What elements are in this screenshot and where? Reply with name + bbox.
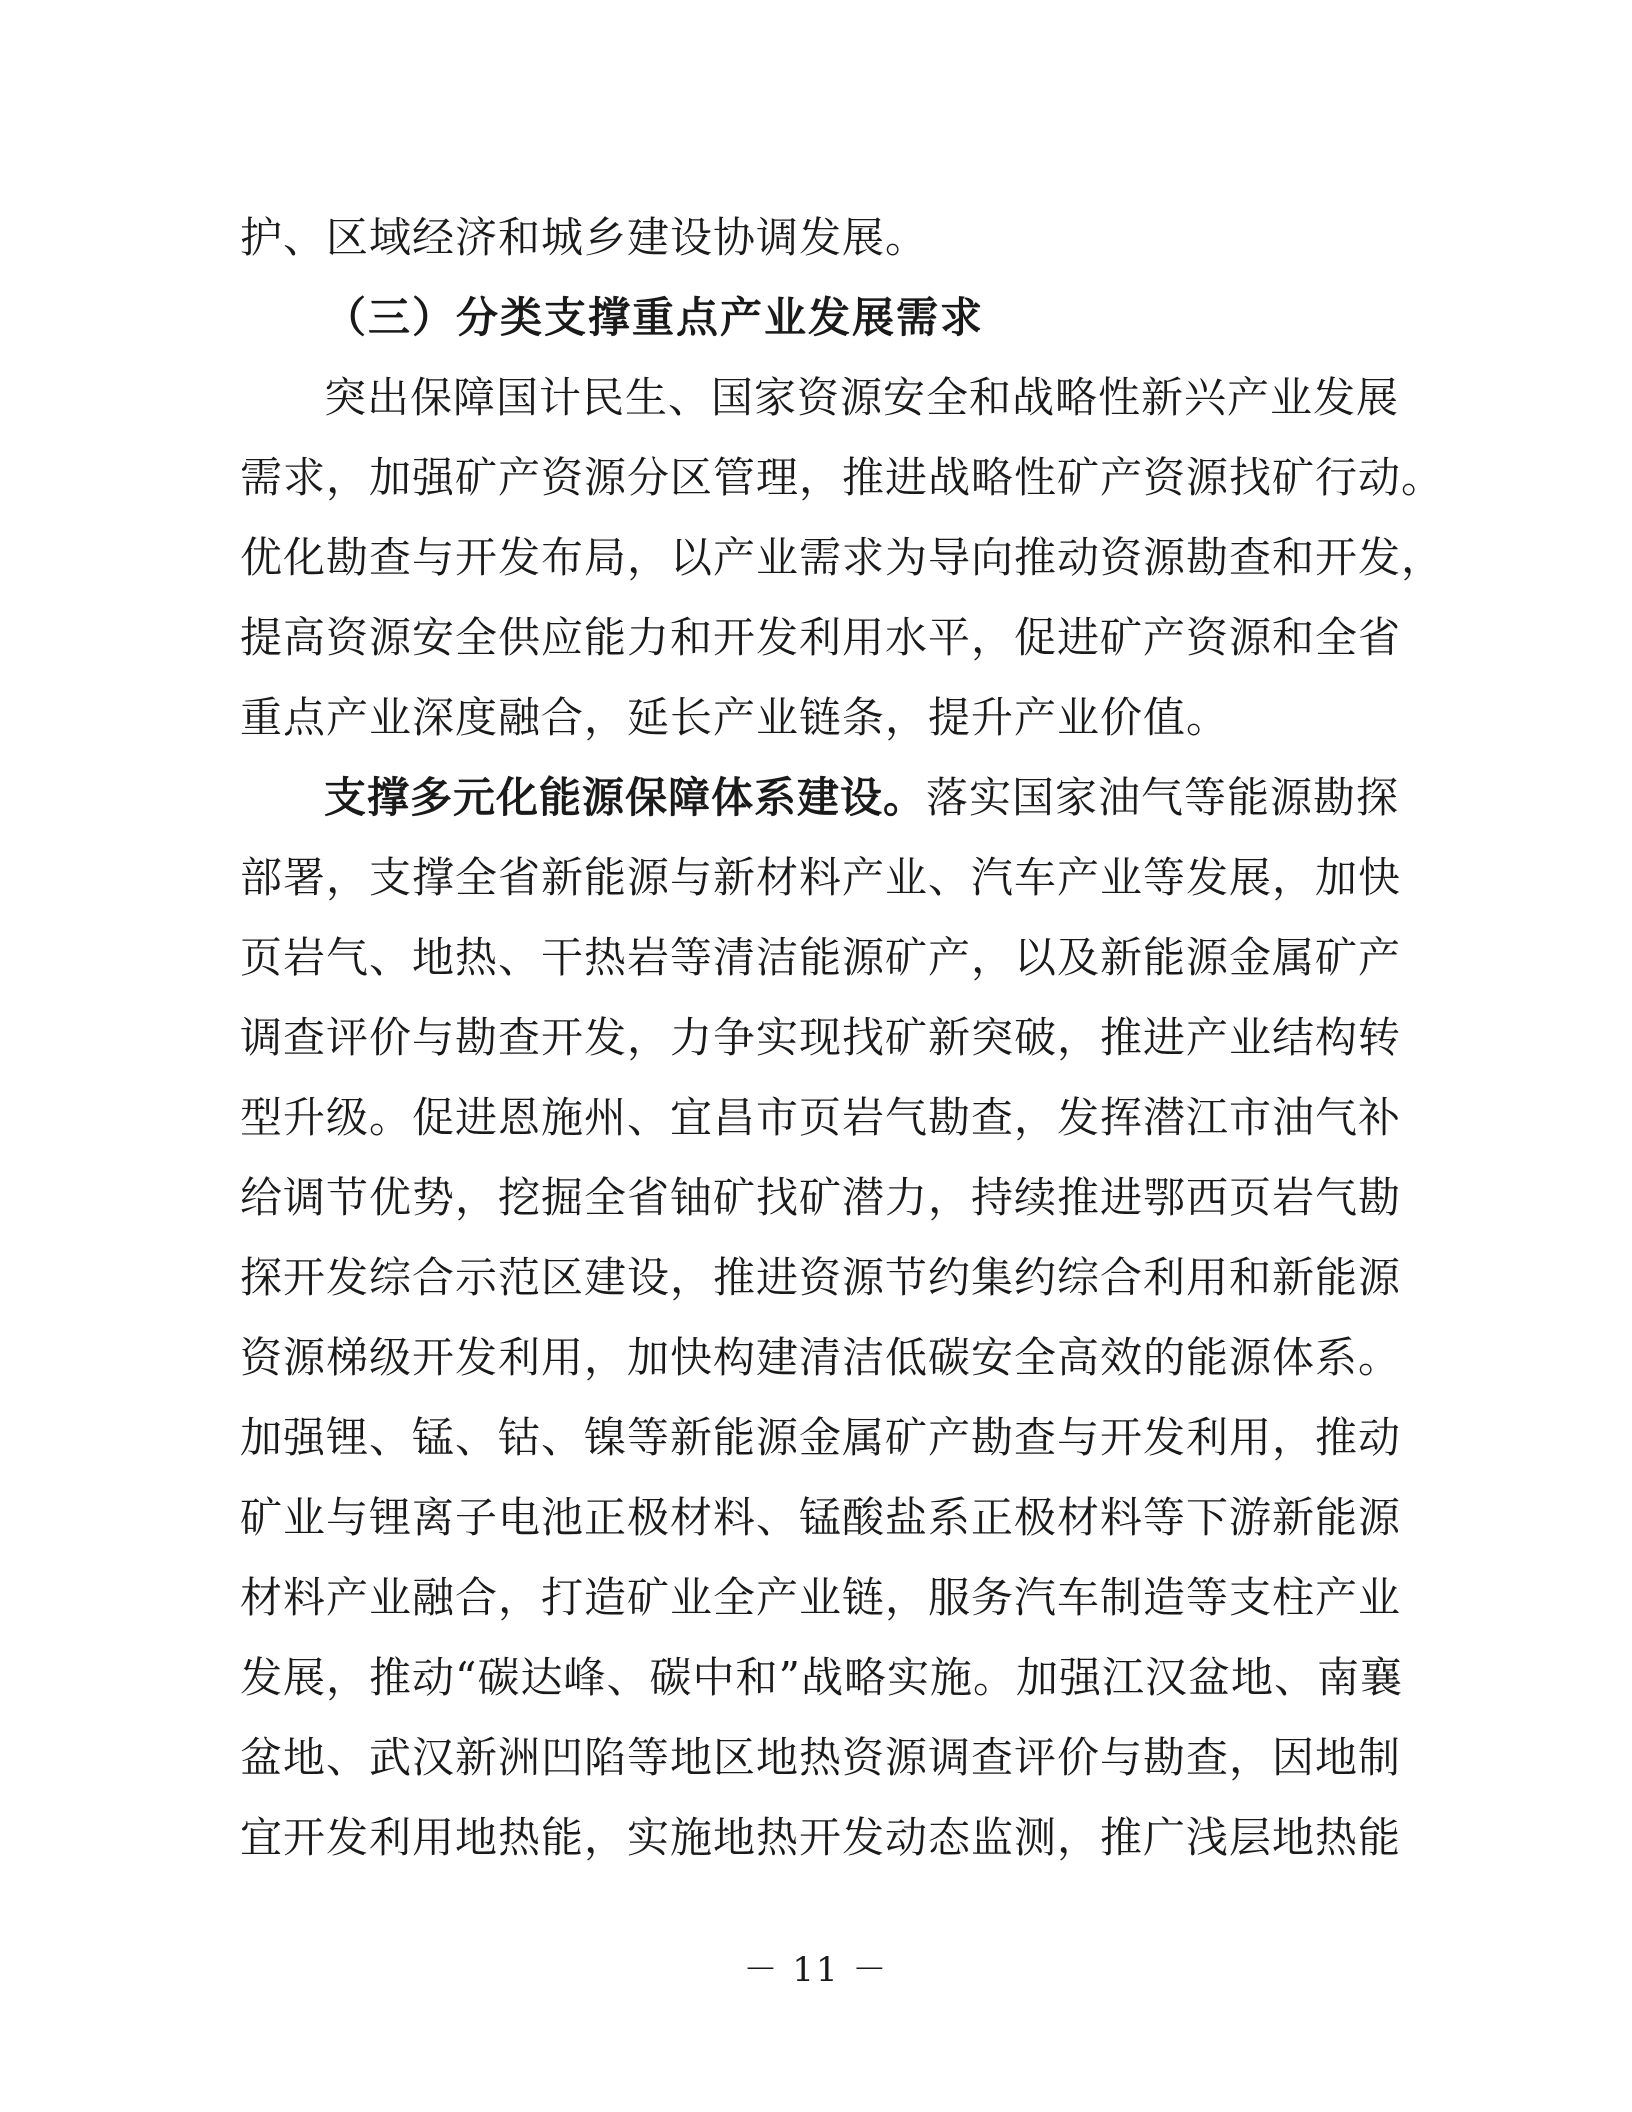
text-span: 落实国家油气等能源勘探	[926, 773, 1400, 822]
section-heading: （三）分类支撑重点产业发展需求	[324, 293, 985, 342]
text-line: 盆地、武汉新洲凹陷等地区地热资源调查评价与勘查，因地制	[240, 1733, 1402, 1782]
paragraph-lead-bold: 支撑多元化能源保障体系建设。	[324, 773, 927, 822]
text-line: 护、区域经济和城乡建设协调发展。	[240, 213, 929, 262]
text-line: 加强锂、锰、钴、镍等新能源金属矿产勘查与开发利用，推动	[240, 1413, 1402, 1462]
text-line: 材料产业融合，打造矿业全产业链，服务汽车制造等支柱产业	[240, 1573, 1402, 1622]
text-line: 型升级。促进恩施州、宜昌市页岩气勘查，发挥潜江市油气补	[240, 1093, 1402, 1142]
text-line: 优化勘查与开发布局，以产业需求为导向推动资源勘查和开发，	[240, 533, 1445, 582]
text-line: 重点产业深度融合，延长产业链条，提升产业价值。	[240, 693, 1230, 742]
text-line	[240, 758, 1400, 838]
text-line: 资源梯级开发利用，加快构建清洁低碳安全高效的能源体系。	[240, 1333, 1402, 1382]
text-line: 发展，推动“碳达峰、碳中和”战略实施。加强江汉盆地、南襄	[240, 1653, 1403, 1702]
text-line: 探开发综合示范区建设，推进资源节约集约综合利用和新能源	[240, 1253, 1402, 1302]
text-line: 给调节优势，挖掘全省铀矿找矿潜力，持续推进鄂西页岩气勘	[240, 1173, 1402, 1222]
paragraph-intro	[240, 358, 1445, 758]
text-line: 矿业与锂离子电池正极材料、锰酸盐系正极材料等下游新能源	[240, 1493, 1402, 1542]
text-line: 需求，加强矿产资源分区管理，推进战略性矿产资源找矿行动。	[240, 453, 1445, 502]
text-line: 宜开发利用地热能，实施地热开发动态监测，推广浅层地热能	[240, 1813, 1402, 1862]
page-number: － 11 －	[743, 1950, 889, 1990]
text-line: 部署，支撑全省新能源与新材料产业、汽车产业等发展，加快	[240, 853, 1402, 902]
text-line: 调查评价与勘查开发，力争实现找矿新突破，推进产业结构转	[240, 1013, 1402, 1062]
text-line: 提高资源安全供应能力和开发利用水平，促进矿产资源和全省	[240, 613, 1402, 662]
paragraph-energy	[240, 758, 1403, 1878]
document-body	[240, 198, 1445, 1878]
text-line: 突出保障国计民生、国家资源安全和战略性新兴产业发展	[324, 373, 1400, 422]
text-line: 页岩气、地热、干热岩等清洁能源矿产，以及新能源金属矿产	[240, 933, 1402, 982]
